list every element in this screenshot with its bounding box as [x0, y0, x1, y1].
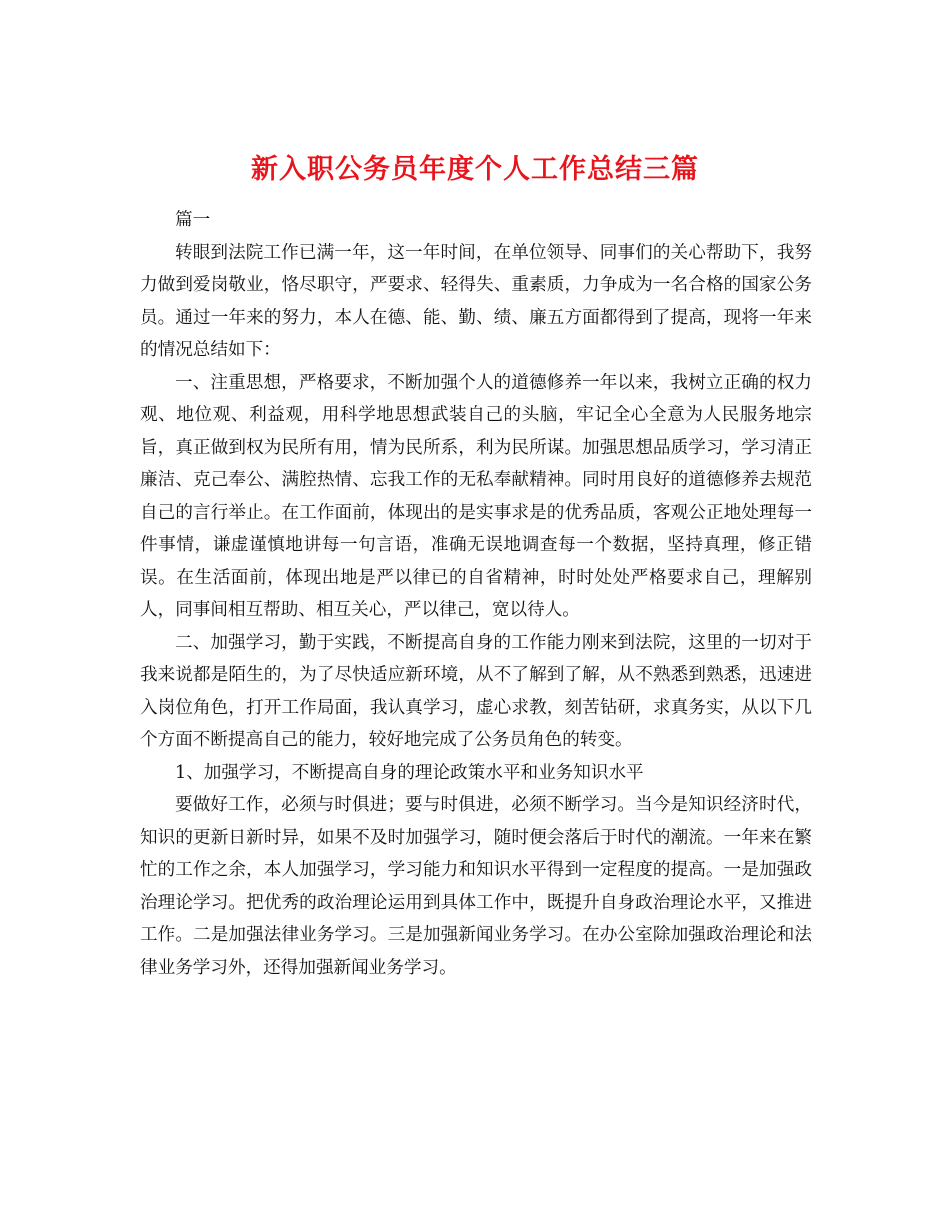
paragraph-point-2: 二、加强学习，勤于实践，不断提高自身的工作能力刚来到法院，这里的一切对于我来说都是陌生的，为了尽快适应新环境，从不了解到了解，从不熟悉到熟悉，迅速进入岗位角色，打开工作局面，我认真学习，虚心求教，刻苦钻研，求真务实，从以下几个方面不断提高自己的能力，较好地完成了公务员角色的转变。	[140, 632, 812, 750]
paragraph-study: 要做好工作，必须与时俱进；要与时俱进，必须不断学习。当今是知识经济时代，知识的更新日新时异，如果不及时加强学习，随时便会落后于时代的潮流。一年来在繁忙的工作之余，本人加强学习，学习能力和知识水平得到一定程度的提高。一是加强政治理论学习。把优秀的政治理论运用到具体工作中，既提升自身政治理论水平，又推进工作。二是加强法律业务学习。三是加强新闻业务学习。在办公室除加强政治理论和法律业务学习外，还得加强新闻业务学习。	[140, 795, 812, 978]
document-title: 新入职公务员年度个人工作总结三篇	[251, 154, 699, 186]
paragraph-intro: 转眼到法院工作已满一年，这一年时间，在单位领导、同事们的关心帮助下，我努力做到爱岗敬业，恪尽职守，严要求、轻得失、重素质，力争成为一名合格的国家公务员。通过一年来的努力，本人在德、能、勤、绩、廉五方面都得到了提高，现将一年来的情况总结如下：	[140, 242, 812, 360]
subheading-1: 1、加强学习，不断提高自身的理论政策水平和业务知识水平	[175, 762, 644, 783]
paragraph-point-1: 一、注重思想，严格要求，不断加强个人的道德修养一年以来，我树立正确的权力观、地位观、利益观，用科学地思想武装自己的头脑，牢记全心全意为人民服务地宗旨，真正做到权为民所有用，情为民所系，利为民所谋。加强思想品质学习，学习清正廉洁、克己奉公、满腔热情、忘我工作的无私奉献精神。同时用良好的道德修养去规范自己的言行举止。在工作面前，体现出的是实事求是的优秀品质，客观公正地处理每一件事情，谦虚谨慎地讲每一句言语，准确无误地调查每一个数据，坚持真理，修正错误。在生活面前，体现出地是严以律已的自省精神，时时处处严格要求自己，理解别人，同事间相互帮助、相互关心，严以律己，宽以待人。	[140, 372, 812, 620]
section-heading: 篇一	[175, 210, 211, 230]
document-body	[140, 204, 812, 984]
